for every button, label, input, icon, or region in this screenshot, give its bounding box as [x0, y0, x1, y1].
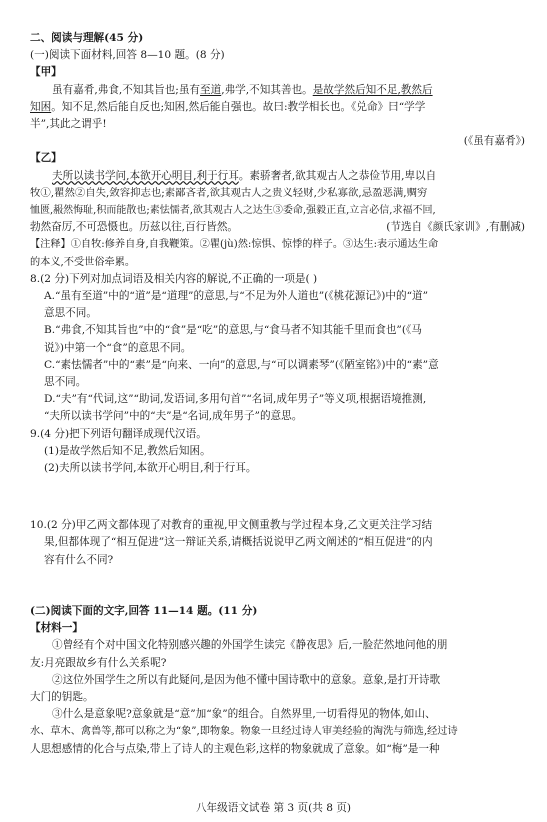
q10-line-3: 容有什么不同? [44, 553, 114, 566]
yi-underlined-sentence: 夫所以读书学问,本欲开心明目,利于行耳 [52, 169, 239, 182]
q8-option-b: B.“弗食,不知其旨也”中的“食”是“吃”的意思,与“食马者不知其能千里而食也”(《马 [44, 324, 422, 337]
q8-option-a: A.“虽有至道”中的“道”是“道理”的意思,与“不足为外人道也”(《桃花源记》)中的“道” [44, 290, 429, 303]
para-1-line-2: 友:月亮跟故乡有什么关系呢? [30, 656, 167, 669]
page-footer: 八年级语文试卷 第 3 页(共 8 页) [195, 802, 352, 814]
jia-source: (《虽有嘉肴》) [463, 135, 525, 148]
q8-option-a-cont: 意思不同。 [44, 307, 97, 320]
yi-line-2: 牧①,瞿然②自失,敛容抑志也;素鄙吝者,欲其观古人之贵义轻财,少私寡欲,忌盈恶满,赒穷 [30, 186, 428, 199]
q10-line-2: 果,但都体现了“相互促进”这一辩证关系,请概括说说甲乙两文阐述的“相互促进”的内 [44, 536, 433, 549]
part1-intro: (一)阅读下面材料,回答 8—10 题。(8 分) [30, 49, 225, 62]
q8-option-c: C.“素怯懦者”中的“素”是“向来、一向”的意思,与“可以调素琴”(《陋室铭》)中的“素”意 [44, 358, 439, 371]
jia-underlined-sentence: 知困 [30, 100, 52, 113]
yi-line-3: 恤匮,赧然悔耻,积而能散也;素怯懦者,欲其观古人之达生③委命,强毅正直,立言必信,求福不回, [30, 205, 436, 217]
para-2-line-2: 大门的钥匙。 [30, 690, 94, 703]
q8-option-d-cont: “夫所以读书学问”中的“夫”是“名词,成年男子”的意思。 [44, 410, 303, 423]
jia-underlined-word: 至道 [200, 83, 222, 96]
annotation-line-1: 【注释】①自牧:修养自身,自我鞭策。②瞿(jù)然:惊惧、惊悸的样子。③达生:表示通达生命 [30, 239, 439, 251]
q10-line-1: 10.(2 分)甲乙两文都体现了对教育的重视,甲文侧重教与学过程本身,乙文更关注学习结 [30, 519, 433, 532]
q8-stem: 8.(2 分)下列对加点词语及相关内容的解说,不正确的一项是( ) [30, 272, 318, 285]
yi-text: 勃然奋厉,不可恐慑也。历兹以往,百行皆然。 [30, 221, 239, 234]
para-3-line-3: 人思想感情的化合与点染,带上了诗人的主观色彩,这样的物象就成了意象。如“梅”是一种 [30, 742, 440, 755]
jia-text: 虽有嘉肴,弗食,不知其旨也;虽有 [52, 83, 201, 96]
para-1-line-1: ①曾经有个对中国文化特别感兴趣的外国学生读完《静夜思》后,一脸茫然地问他的朋 [52, 639, 448, 652]
section-heading: 二、阅读与理解(45 分) [30, 32, 144, 44]
yi-source: (节选自《颜氏家训》,有删减) [386, 221, 525, 234]
yi-line-1 [30, 168, 525, 185]
jia-text: ,弗学,不知其善也。 [221, 83, 313, 96]
para-3-line-1: ③什么是意象呢?意象就是“意”加“象”的组合。自然界里,一切看得见的物体,如山、 [52, 708, 436, 721]
yi-text: 。素骄奢者,欲其观古人之恭俭节用,卑以自 [238, 169, 437, 182]
q8-option-c-cont: 思不同。 [44, 376, 87, 389]
annotation-line-2: 的本义,不受世俗牵累。 [30, 256, 136, 268]
jia-line-1 [30, 82, 525, 99]
q9-stem: 9.(4 分)把下列语句翻译成现代汉语。 [30, 427, 207, 440]
jia-line-3: 半”,其此之谓乎! [30, 118, 107, 131]
jia-label: 【甲】 [30, 66, 62, 79]
part2-intro: (二)阅读下面的文字,回答 11—14 题。(11 分) [30, 604, 258, 617]
yi-label: 【乙】 [30, 152, 62, 165]
para-2-line-1: ②这位外国学生之所以有此疑问,是因为他不懂中国诗歌中的意象。意象,是打开诗歌 [52, 673, 441, 686]
jia-text: 。知不足,然后能自反也;知困,然后能自强也。故曰:教学相长也。《兑命》曰“学学 [51, 100, 426, 113]
material-1-label: 【材料一】 [30, 622, 83, 635]
q8-option-d: D.“夫”有“代词,这”“助词,发语词,多用句首”“名词,成年男子”等义项,根据语境推测, [44, 393, 427, 406]
jia-line-2 [30, 99, 525, 116]
para-3-line-2: 水、草木、禽兽等,都可以称之为“象”,即物象。物象一旦经过诗人审美经验的淘洗与筛选,经过诗 [30, 726, 458, 738]
q9-sentence-2: (2)夫所以读书学问,本欲开心明目,利于行耳。 [44, 462, 257, 475]
q9-sentence-1: (1)是故学然后知不足,教然后知困。 [44, 444, 211, 457]
yi-line-4 [30, 219, 525, 236]
jia-underlined-sentence: 是故学然后知不足,教然后 [312, 83, 433, 96]
q8-option-b-cont: 说》)中第一个“食”的意思不同。 [44, 341, 192, 354]
q10-answer-space [30, 569, 525, 603]
q9-answer-space [30, 477, 525, 517]
